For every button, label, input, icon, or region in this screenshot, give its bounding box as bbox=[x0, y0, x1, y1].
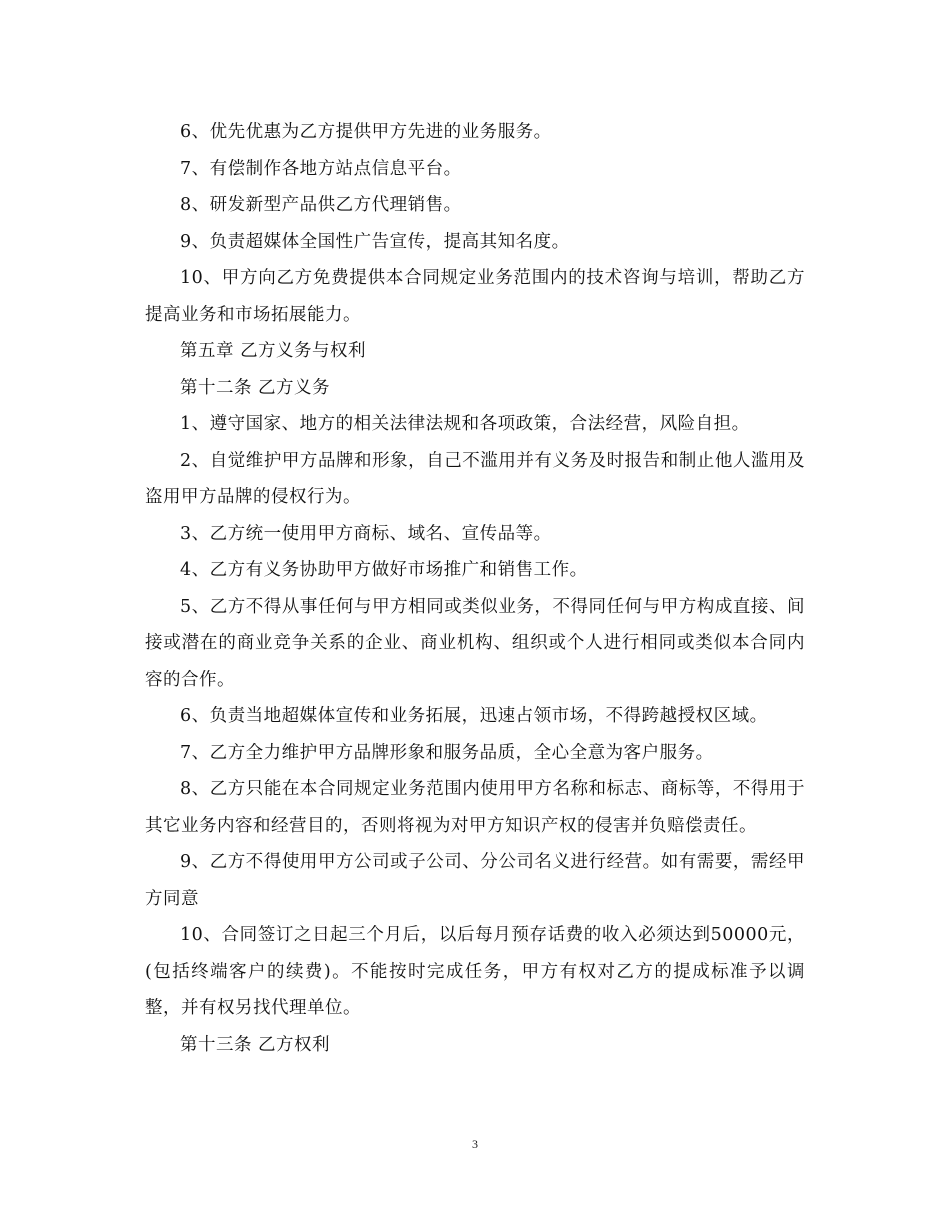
document-body bbox=[145, 114, 805, 1063]
obligation-item-10: 10、合同签订之日起三个月后，以后每月预存话费的收入必须达到50000元，(包括终端客户的续费)。不能按时完成任务，甲方有权对乙方的提成标准予以调整，并有权另找代理单位。 bbox=[145, 925, 805, 1018]
paragraph-item-6-priority-service: 6、优先优惠为乙方提供甲方先进的业务服务。 bbox=[180, 122, 552, 142]
article-heading-12: 第十二条 乙方义务 bbox=[180, 377, 331, 398]
obligation-item-9: 9、乙方不得使用甲方公司或子公司、分公司名义进行经营。如有需要，需经甲方同意 bbox=[145, 852, 805, 909]
obligation-item-5: 5、乙方不得从事任何与甲方相同或类似业务，不得同任何与甲方构成直接、间接或潜在的商业竞争关系的企业、商业机构、组织或个人进行相同或类似本合同内容的合作。 bbox=[145, 596, 805, 690]
obligation-item-3: 3、乙方统一使用甲方商标、域名、宣传品等。 bbox=[180, 523, 552, 544]
paragraph-item-8-new-products: 8、研发新型产品供乙方代理销售。 bbox=[180, 195, 462, 215]
article-heading-13: 第十三条 乙方权利 bbox=[180, 1034, 331, 1055]
obligation-item-2: 2、自觉维护甲方品牌和形象，自己不滥用并有义务及时报告和制止他人滥用及盗用甲方品牌的侵权行为。 bbox=[145, 450, 805, 507]
obligation-item-6: 6、负责当地超媒体宣传和业务拓展，迅速占领市场，不得跨越授权区域。 bbox=[180, 706, 768, 726]
obligation-item-4: 4、乙方有义务协助甲方做好市场推广和销售工作。 bbox=[180, 560, 588, 580]
chapter-heading: 第五章 乙方义务与权利 bbox=[180, 341, 367, 361]
obligation-item-7: 7、乙方全力维护甲方品牌形象和服务品质，全心全意为客户服务。 bbox=[180, 742, 714, 763]
paragraph-item-7-site-platform: 7、有偿制作各地方站点信息平台。 bbox=[180, 158, 462, 179]
paragraph-item-10-training: 10、甲方向乙方免费提供本合同规定业务范围内的技术咨询与培训，帮助乙方提高业务和市场拓展能力。 bbox=[145, 268, 805, 325]
obligation-item-8: 8、乙方只能在本合同规定业务范围内使用甲方名称和标志、商标等，不得用于其它业务内容和经营目的，否则将视为对甲方知识产权的侵害并负赔偿责任。 bbox=[145, 779, 805, 836]
paragraph-item-9-advertising: 9、负责超媒体全国性广告宣传，提高其知名度。 bbox=[180, 231, 570, 252]
page-number: 3 bbox=[472, 1137, 478, 1151]
obligation-item-1: 1、遵守国家、地方的相关法律法规和各项政策，合法经营，风险自担。 bbox=[180, 414, 750, 434]
